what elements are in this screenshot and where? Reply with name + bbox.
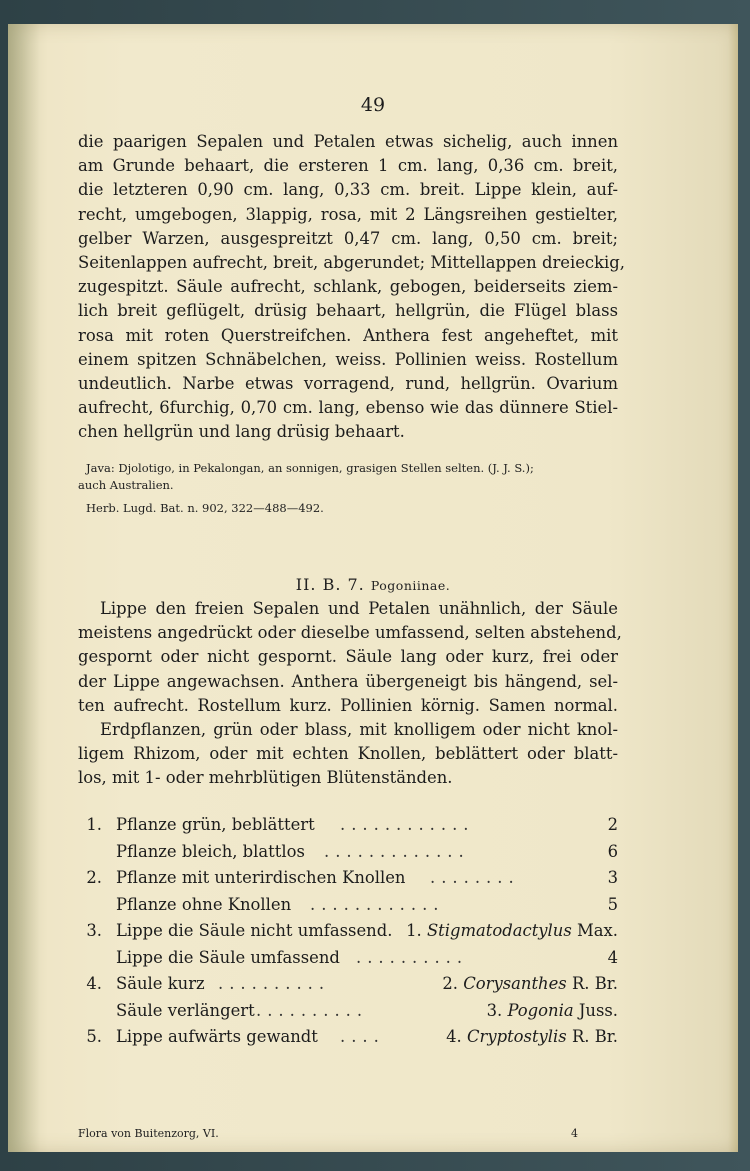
key-result [442, 971, 618, 998]
text-line: chen hellgrün und lang drüsig behaart. [78, 422, 405, 442]
key-label: Pflanze mit unterirdischen Knollen [116, 868, 406, 887]
key-row [78, 812, 618, 839]
key-label: Lippe aufwärts gewandt [116, 1027, 318, 1046]
text-line: aufrecht, 6furchig, 0,70 cm. lang, ebenso wie das dünnere Stiel- [78, 398, 618, 418]
text-line: die letzteren 0,90 cm. lang, 0,33 cm. breit. Lippe klein, auf- [78, 180, 618, 200]
key-row [78, 918, 618, 945]
text-line: recht, umgebogen, 3lappig, rosa, mit 2 Längsreihen gestielter, [78, 204, 618, 224]
key-reference: 3 [607, 868, 618, 887]
text-line: die paarigen Sepalen und Petalen etwas sichelig, auch innen [78, 132, 618, 151]
key-number: 1. [86, 815, 102, 834]
footer-series-title: Flora von Buitenzorg, VI. [78, 1127, 219, 1140]
genus-author: Max. [576, 921, 618, 940]
key-result [406, 918, 618, 945]
key-row [78, 998, 618, 1025]
genus-name: Stigmatodactylus [426, 921, 572, 940]
text-line: Seitenlappen aufrecht, breit, abgerundet; Mittellappen dreieckig, [78, 253, 625, 273]
key-label: Lippe die Säule umfassend [116, 947, 340, 967]
text-line: ligem Rhizom, oder mit echten Knollen, beblättert oder blatt- [78, 744, 618, 764]
key-number: 5. [86, 1027, 102, 1046]
key-reference: 6 [607, 841, 618, 861]
genus-author: Juss. [578, 1000, 618, 1020]
key-label: Pflanze bleich, blattlos [116, 841, 305, 861]
text-line: der Lippe angewachsen. Anthera übergeneigt bis hängend, sel- [78, 671, 618, 691]
key-result [446, 1024, 618, 1051]
result-number: 3. [486, 1000, 503, 1020]
section-heading [8, 575, 738, 594]
key-row [78, 892, 618, 919]
text-line: ten aufrecht. Rostellum kurz. Pollinien körnig. Samen normal. [78, 695, 618, 715]
key-leader-dots: ............. [324, 841, 470, 861]
genus-key [78, 812, 618, 1051]
key-number: 3. [86, 921, 102, 940]
key-leader-dots: .......... [218, 974, 331, 993]
key-reference: 4 [607, 947, 618, 967]
section-number: II. B. 7. [295, 575, 365, 594]
species-description [78, 130, 625, 445]
key-row [78, 865, 618, 892]
text-line: undeutlich. Narbe etwas vorragend, rund, hellgrün. Ovarium [78, 374, 618, 394]
text-line: los, mit 1- oder mehrblütigen Blütenständen. [78, 768, 453, 788]
genus-name: Cryptostylis [466, 1027, 567, 1046]
text-line: Erdpflanzen, grün oder blass, mit knolligem oder nicht knol- [100, 720, 618, 740]
key-row [78, 839, 618, 866]
key-reference: 5 [607, 894, 618, 914]
key-label: Lippe die Säule nicht umfassend. [116, 921, 393, 940]
text-line: rosa mit roten Querstreifchen. Anthera fest angeheftet, mit [78, 325, 618, 345]
genus-author: R. Br. [571, 974, 618, 993]
herbarium-line: Herb. Lugd. Bat. n. 902, 322—488—492. [86, 501, 324, 515]
key-leader-dots: .......... [356, 947, 469, 967]
result-number: 4. [446, 1027, 462, 1046]
key-result [487, 998, 618, 1025]
text-line: gelber Warzen, ausgespreitzt 0,47 cm. lang, 0,50 cm. breit; [78, 228, 618, 248]
key-number: 4. [86, 974, 102, 993]
text-line: zugespitzt. Säule aufrecht, schlank, gebogen, beiderseits ziem- [78, 277, 618, 297]
text-line: am Grunde behaart, die ersteren 1 cm. lang, 0,36 cm. breit, [78, 156, 618, 176]
key-number: 2. [86, 868, 102, 887]
text-line: Lippe den freien Sepalen und Petalen unähnlich, der Säule [100, 599, 618, 618]
genus-name: Corysanthes [463, 974, 567, 993]
text-line: meistens angedrückt oder dieselbe umfassend, selten abstehend, [78, 623, 622, 643]
text-line: einem spitzen Schnäbelchen, weiss. Pollinien weiss. Rostellum [78, 349, 618, 369]
locality-line: Java: Djolotigo, in Pekalongan, an sonnigen, grasigen Stellen selten. (J. J. S.); [86, 461, 534, 475]
locality-line: auch Australien. [78, 478, 174, 492]
herbarium-note [78, 500, 626, 517]
genus-name: Pogonia [507, 1000, 574, 1020]
key-label: Säule verlängert [116, 1000, 255, 1020]
tribe-description [78, 597, 622, 791]
key-leader-dots: ............ [310, 894, 445, 914]
key-label: Säule kurz [116, 974, 205, 993]
key-reference: 2 [607, 815, 618, 834]
key-row [78, 1024, 618, 1051]
result-number: 2. [442, 974, 458, 993]
key-leader-dots: .......... [256, 1000, 369, 1020]
key-label: Pflanze ohne Knollen [116, 894, 292, 914]
text-line: gespornt oder nicht gespornt. Säule lang oder kurz, frei oder [78, 647, 618, 667]
locality-note [78, 460, 618, 494]
key-row [78, 971, 618, 998]
key-row [78, 945, 618, 972]
page-footer [78, 1127, 618, 1140]
signature-mark: 4 [571, 1127, 578, 1140]
key-leader-dots: .... [340, 1027, 385, 1046]
genus-author: R. Br. [571, 1027, 618, 1046]
page-number: 49 [360, 94, 386, 116]
section-name: Pogoniinae. [370, 578, 451, 593]
result-number: 1. [406, 921, 422, 940]
key-leader-dots: ............ [340, 815, 475, 834]
text-line: lich breit geflügelt, drüsig behaart, hellgrün, die Flügel blass [78, 301, 618, 321]
key-leader-dots: ........ [430, 868, 520, 887]
key-label: Pflanze grün, beblättert [116, 815, 315, 834]
book-page [8, 24, 738, 1152]
